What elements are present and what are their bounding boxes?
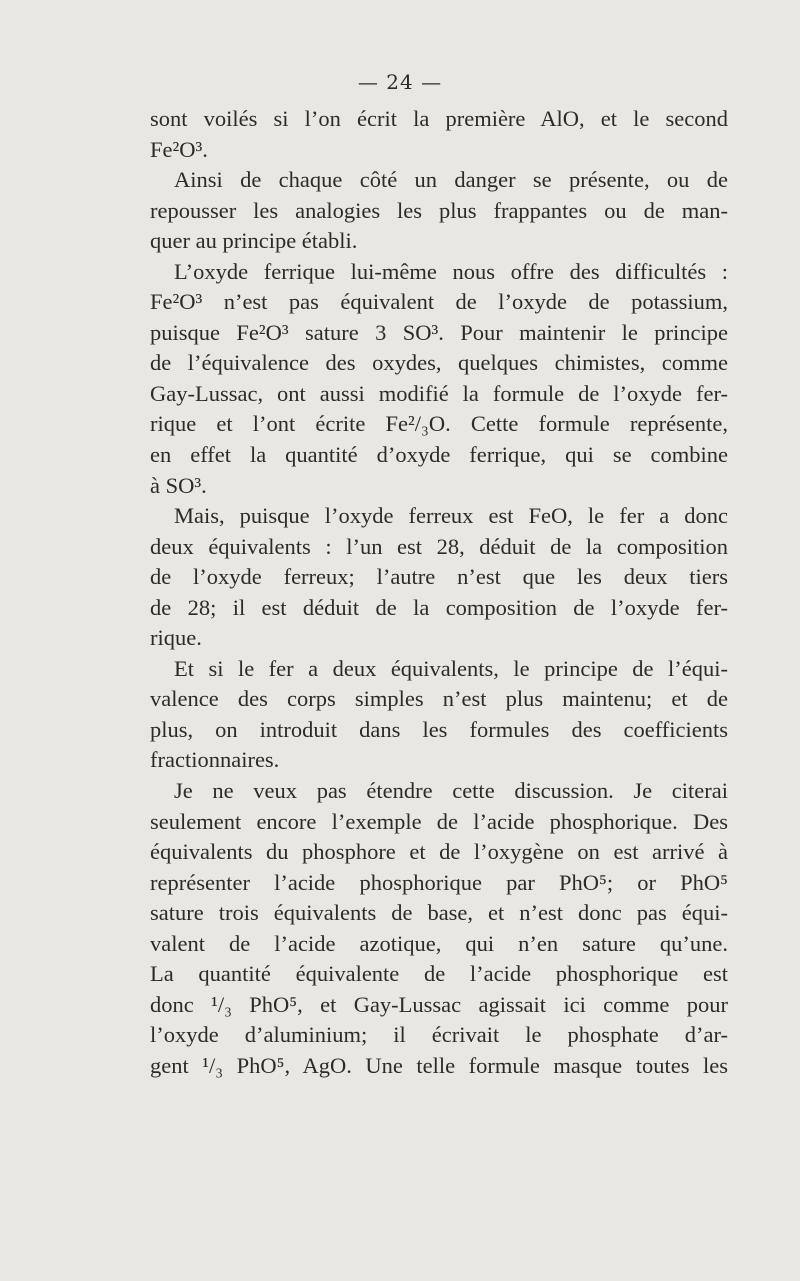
text-line: Et si le fer a deux équivalents, le principe de l’équi-	[174, 655, 728, 681]
text-line: gent ¹/₃ PhO⁵, AgO. Une telle formule masque toutes les	[150, 1052, 728, 1078]
text-line: puisque Fe²O³ sature 3 SO³. Pour maintenir le principe	[150, 319, 728, 345]
text-line: L’oxyde ferrique lui-même nous offre des difficultés :	[174, 258, 728, 284]
text-line: Fe²O³ n’est pas équivalent de l’oxyde de potassium,	[150, 289, 728, 315]
text-line: deux équivalents : l’un est 28, déduit de la composition	[150, 533, 728, 559]
text-line: sont voilés si l’on écrit la première AlO, et le second	[150, 106, 728, 131]
text-line: équivalents du phosphore et de l’oxygène on est arrivé à	[150, 839, 728, 865]
page-number: — 24 —	[357, 70, 443, 94]
text-line: Je ne veux pas étendre cette discussion. Je citerai	[174, 778, 728, 804]
text-line: rique et l’ont écrite Fe²/₃O. Cette formule représente,	[150, 411, 728, 437]
text-line: Fe²O³.	[150, 136, 208, 162]
text-line: rique.	[150, 625, 202, 651]
text-line: quer au principe établi.	[150, 228, 358, 254]
text-line: fractionnaires.	[150, 747, 280, 773]
text-line: seulement encore l’exemple de l’acide phosphorique. Des	[150, 808, 728, 834]
text-line: valence des corps simples n’est plus maintenu; et de	[150, 686, 728, 712]
body-text	[150, 104, 728, 1082]
text-line: de l’oxyde ferreux; l’autre n’est que les deux tiers	[150, 564, 728, 590]
text-line: Gay-Lussac, ont aussi modifié la formule de l’oxyde fer-	[150, 380, 728, 406]
text-line: sature trois équivalents de base, et n’est donc pas équi-	[150, 900, 728, 926]
text-line: La quantité équivalente de l’acide phosphorique est	[150, 961, 728, 987]
text-line: plus, on introduit dans les formules des coefficients	[150, 716, 728, 742]
text-line: valent de l’acide azotique, qui n’en sature qu’une.	[150, 930, 728, 956]
text-line: Mais, puisque l’oxyde ferreux est FeO, le fer a donc	[174, 503, 728, 529]
text-line: donc ¹/₃ PhO⁵, et Gay-Lussac agissait ici comme pour	[150, 991, 728, 1017]
text-line: à SO³.	[150, 472, 207, 498]
text-line: de 28; il est déduit de la composition de l’oxyde fer-	[150, 594, 728, 620]
text-line: repousser les analogies les plus frappantes ou de man-	[150, 197, 728, 223]
text-line: en effet la quantité d’oxyde ferrique, qui se combine	[150, 442, 728, 468]
text-line: représenter l’acide phosphorique par PhO⁵; or PhO⁵	[150, 869, 728, 895]
text-line: de l’équivalence des oxydes, quelques chimistes, comme	[150, 350, 728, 376]
text-line: l’oxyde d’aluminium; il écrivait le phosphate d’ar-	[150, 1022, 728, 1048]
text-line: Ainsi de chaque côté un danger se présente, ou de	[174, 167, 728, 193]
